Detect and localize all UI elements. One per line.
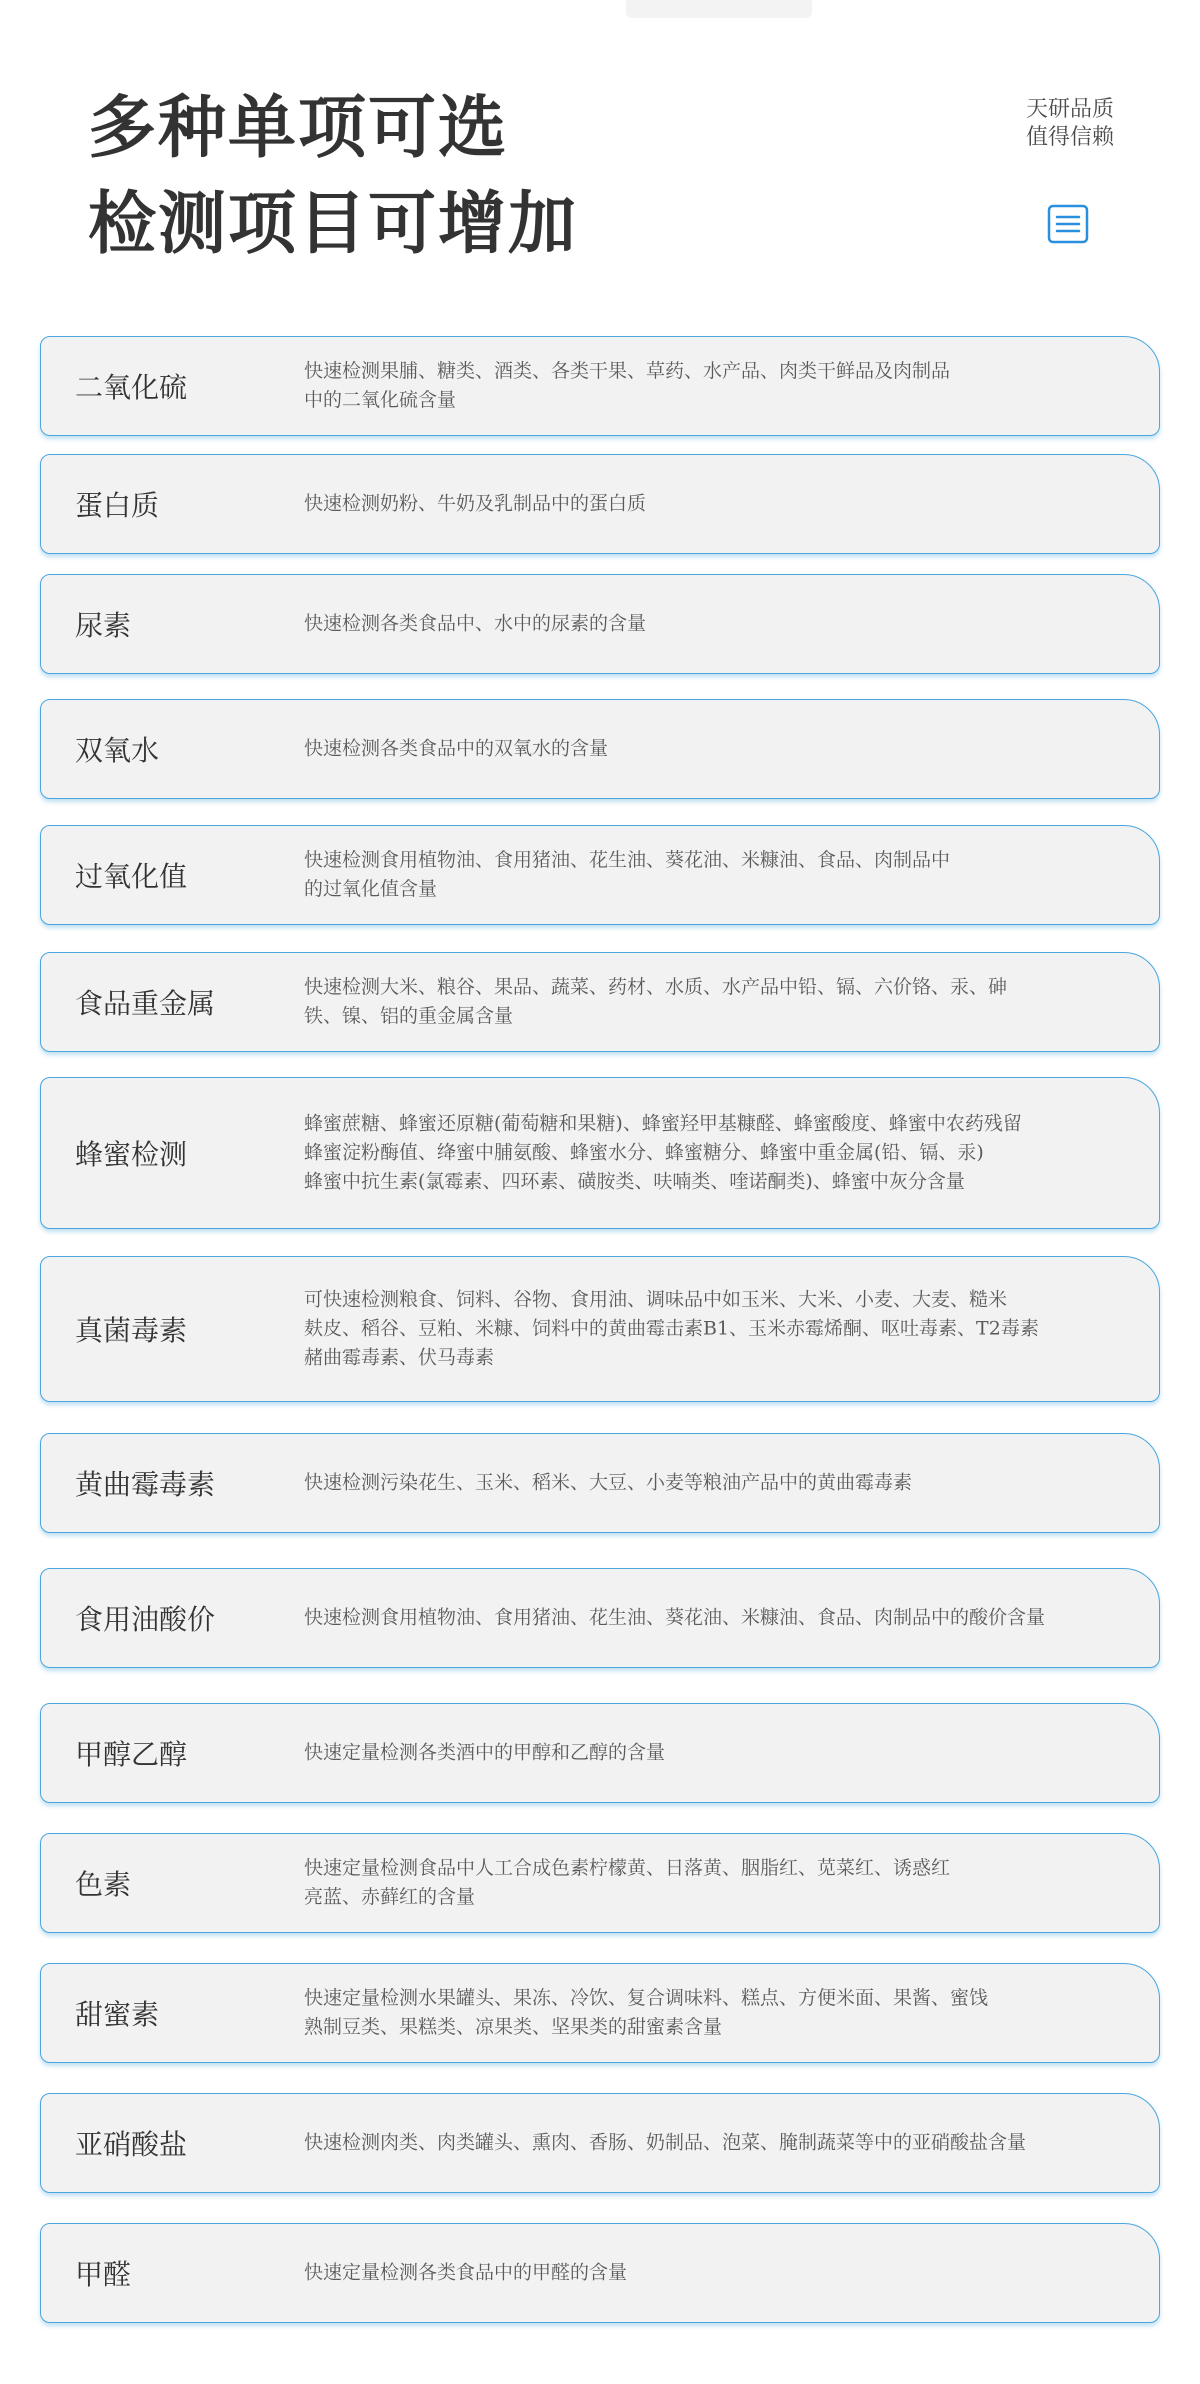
description-line: 亮蓝、赤藓红的含量 xyxy=(304,1886,476,1908)
test-item-card-nitrite xyxy=(40,2093,1160,2193)
description-line: 赭曲霉毒素、伏马毒素 xyxy=(304,1346,495,1369)
description-line: 快速检测奶粉、牛奶及乳制品中的蛋白质 xyxy=(304,492,647,515)
description-line: 快速检测大米、粮谷、果品、蔬菜、药材、水质、水产品中铅、镉、六价铬、汞、砷 xyxy=(304,976,1008,998)
test-item-card-cyclamate xyxy=(40,1963,1160,2063)
test-item-description xyxy=(304,2259,1124,2288)
test-item-card-hydrogen-peroxide xyxy=(40,699,1160,799)
description-line: 快速定量检测食品中人工合成色素柠檬黄、日落黄、胭脂红、苋菜红、诱惑红 xyxy=(304,1857,951,1879)
test-item-title: 亚硝酸盐 xyxy=(75,2128,188,2161)
test-item-description xyxy=(304,357,1124,415)
description-line: 快速检测各类食品中、水中的尿素的含量 xyxy=(304,612,647,635)
test-item-card-heavy-metals xyxy=(40,952,1160,1052)
test-item-title: 黄曲霉毒素 xyxy=(75,1468,216,1501)
description-line: 快速检测食用植物油、食用猪油、花生油、葵花油、米糠油、食品、肉制品中 xyxy=(304,849,951,871)
test-item-title: 蜂蜜检测 xyxy=(75,1138,188,1171)
test-item-title: 真菌毒素 xyxy=(75,1314,188,1347)
description-line: 快速检测各类食品中的双氧水的含量 xyxy=(304,737,609,760)
test-item-description xyxy=(304,1469,1124,1498)
test-item-title: 蛋白质 xyxy=(75,489,160,522)
test-item-description xyxy=(304,1110,1124,1197)
test-item-title: 双氧水 xyxy=(75,734,160,767)
test-item-title: 尿素 xyxy=(75,609,132,642)
description-line: 快速定量检测各类食品中的甲醛的含量 xyxy=(304,2261,628,2284)
test-item-description xyxy=(304,2129,1124,2158)
test-item-card-honey-test xyxy=(40,1077,1160,1229)
test-item-title: 甲醇乙醇 xyxy=(75,1738,188,1771)
headline-line-1: 多种单项可选 xyxy=(88,88,509,168)
description-line: 铁、镍、铝的重金属含量 xyxy=(304,1005,514,1027)
description-line: 蜂蜜蔗糖、蜂蜜还原糖(葡萄糖和果糖)、蜂蜜羟甲基糠醛、蜂蜜酸度、蜂蜜中农药残留 xyxy=(304,1112,1022,1135)
description-line: 快速检测食用植物油、食用猪油、花生油、葵花油、米糠油、食品、肉制品中的酸价含量 xyxy=(304,1606,1046,1629)
description-line: 快速检测肉类、肉类罐头、熏肉、香肠、奶制品、泡菜、腌制蔬菜等中的亚硝酸盐含量 xyxy=(304,2131,1027,2154)
test-item-title: 食用油酸价 xyxy=(75,1603,216,1636)
test-item-card-aflatoxin xyxy=(40,1433,1160,1533)
test-item-card-sulfur-dioxide xyxy=(40,336,1160,436)
test-item-description xyxy=(304,1604,1124,1633)
test-item-title: 过氧化值 xyxy=(75,860,188,893)
description-line: 蜂蜜淀粉酶值、绛蜜中脯氨酸、蜂蜜水分、蜂蜜糖分、蜂蜜中重金属(铅、镉、汞) xyxy=(304,1141,984,1164)
test-item-title: 甲醛 xyxy=(75,2258,132,2291)
test-item-card-mycotoxins xyxy=(40,1256,1160,1402)
test-item-description xyxy=(304,610,1124,639)
description-line: 快速定量检测水果罐头、果冻、冷饮、复合调味料、糕点、方便米面、果酱、蜜饯 xyxy=(304,1987,989,2009)
headline-line-2: 检测项目可增加 xyxy=(88,184,579,264)
test-item-description xyxy=(304,846,1124,904)
description-line: 蜂蜜中抗生素(氯霉素、四环素、磺胺类、呋喃类、喹诺酮类)、蜂蜜中灰分含量 xyxy=(304,1170,965,1193)
test-item-title: 色素 xyxy=(75,1868,132,1901)
test-item-card-oil-acid-value xyxy=(40,1568,1160,1668)
description-line: 熟制豆类、果糕类、凉果类、坚果类的甜蜜素含量 xyxy=(304,2016,723,2038)
description-line: 可快速检测粮食、饲料、谷物、食用油、调味品中如玉米、大米、小麦、大麦、糙米 xyxy=(304,1288,1008,1311)
test-item-card-protein xyxy=(40,454,1160,554)
test-item-title: 甜蜜素 xyxy=(75,1998,160,2031)
test-item-title: 食品重金属 xyxy=(75,987,216,1020)
test-item-card-methanol-ethanol xyxy=(40,1703,1160,1803)
test-item-card-urea xyxy=(40,574,1160,674)
description-line: 的过氧化值含量 xyxy=(304,878,438,900)
description-line: 麸皮、稻谷、豆粕、米糠、饲料中的黄曲霉击素B1、玉米赤霉烯酮、呕吐毒素、T2毒素 xyxy=(304,1317,1039,1340)
test-item-description xyxy=(304,1854,1124,1912)
brand-line-1: 天研品质 xyxy=(1025,97,1114,122)
test-item-description xyxy=(304,1739,1124,1768)
test-item-description xyxy=(304,735,1124,764)
test-item-card-formaldehyde xyxy=(40,2223,1160,2323)
test-item-card-pigments xyxy=(40,1833,1160,1933)
test-item-description xyxy=(304,1984,1124,2042)
test-item-card-peroxide-value xyxy=(40,825,1160,925)
description-line: 中的二氧化硫含量 xyxy=(304,389,457,411)
test-item-description xyxy=(304,490,1124,519)
brand-line-2: 值得信赖 xyxy=(1025,125,1114,150)
test-item-title: 二氧化硫 xyxy=(75,371,188,404)
test-item-description xyxy=(304,1286,1124,1373)
description-line: 快速定量检测各类酒中的甲醇和乙醇的含量 xyxy=(304,1741,666,1764)
test-item-description xyxy=(304,973,1124,1031)
description-line: 快速检测果脯、糖类、酒类、各类干果、草药、水产品、肉类干鲜品及肉制品 xyxy=(304,360,951,382)
description-line: 快速检测污染花生、玉米、稻米、大豆、小麦等粮油产品中的黄曲霉毒素 xyxy=(304,1471,913,1494)
